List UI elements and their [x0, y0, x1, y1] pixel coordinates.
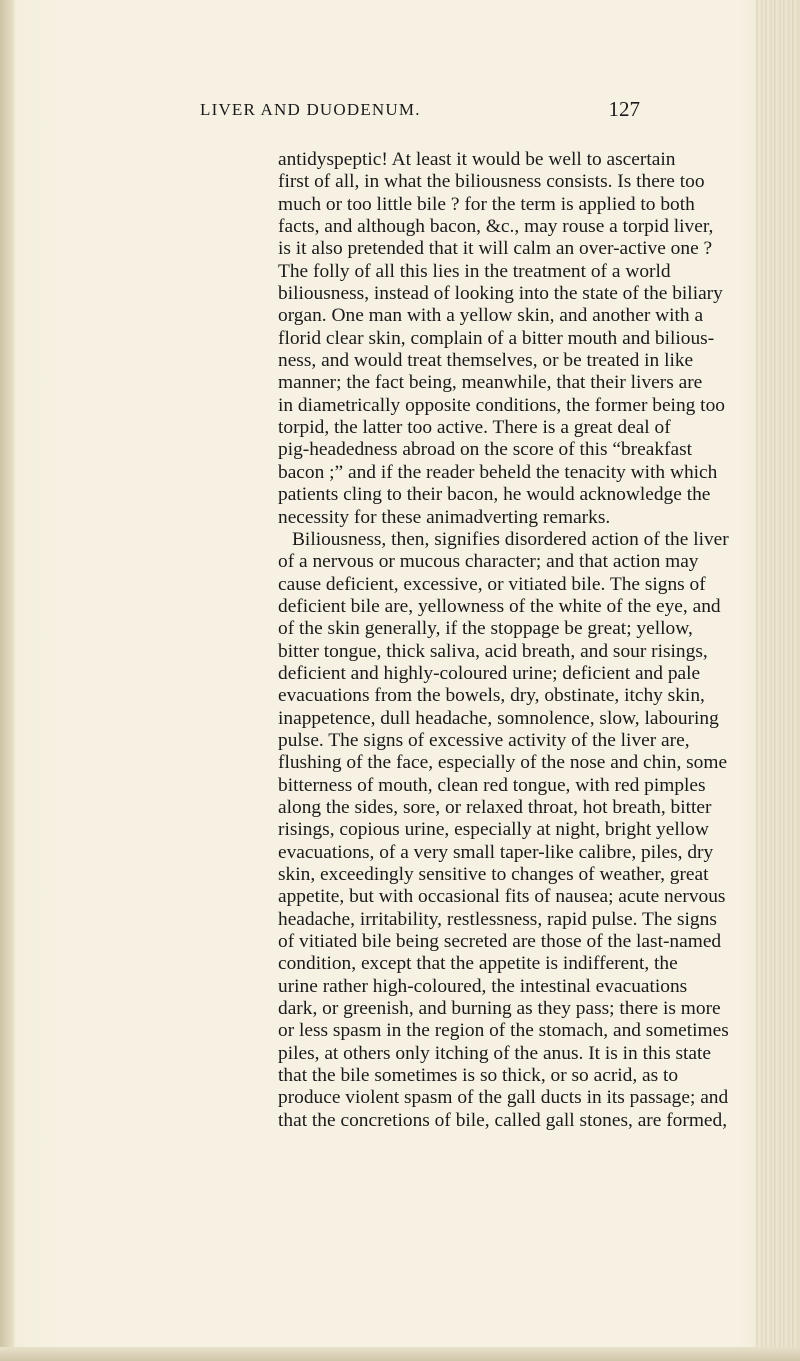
- text-line: ness, and would treat themselves, or be treated in like: [278, 350, 694, 372]
- running-head: [200, 97, 640, 124]
- page-gutter-left: [0, 0, 14, 1361]
- body-text: [278, 149, 729, 1132]
- paragraph-first-line: Biliousness, then, signifies disordered action of the liver: [292, 528, 729, 550]
- text-line: torpid, the latter too active. There is a great deal of: [278, 417, 671, 439]
- text-line: bacon ;” and if the reader beheld the tenacity with which: [278, 461, 718, 483]
- text-line: evacuations from the bowels, dry, obstinate, itchy skin,: [278, 685, 705, 707]
- text-line: that the concretions of bile, called gall stones, are formed,: [278, 1109, 728, 1131]
- text-line: organ. One man with a yellow skin, and another with a: [278, 305, 704, 327]
- text-line: necessity for these animadverting remarks.: [278, 506, 611, 528]
- text-line: evacuations, of a very small taper-like calibre, piles, dry: [278, 841, 714, 863]
- text-line: patients cling to their bacon, he would acknowledge the: [278, 484, 711, 506]
- text-line: in diametrically opposite conditions, the former being too: [278, 394, 725, 416]
- text-line: bitter tongue, thick saliva, acid breath, and sour risings,: [278, 640, 708, 662]
- text-line: deficient and highly-coloured urine; deficient and pale: [278, 662, 701, 684]
- text-line: The folly of all this lies in the treatment of a world: [278, 260, 671, 282]
- text-line: of the skin generally, if the stoppage be great; yellow,: [278, 618, 693, 640]
- text-line: much or too little bile ? for the term is applied to both: [278, 193, 695, 215]
- text-line: manner; the fact being, meanwhile, that their livers are: [278, 372, 703, 394]
- text-line: that the bile sometimes is so thick, or so acrid, as to: [278, 1065, 679, 1087]
- text-line: facts, and although bacon, &c., may rouse a torpid liver,: [278, 216, 714, 238]
- text-line: produce violent spasm of the gall ducts in its passage; and: [278, 1087, 729, 1109]
- running-head-title: LIVER AND DUODENUM.: [200, 100, 421, 119]
- text-line: dark, or greenish, and burning as they pass; there is more: [278, 998, 721, 1020]
- text-line: headache, irritability, restlessness, rapid pulse. The signs: [278, 908, 717, 930]
- text-line: pig-headedness abroad on the score of this “breakfast: [278, 439, 693, 461]
- text-line: condition, except that the appetite is indifferent, the: [278, 953, 678, 975]
- text-line: pulse. The signs of excessive activity of the liver are,: [278, 729, 690, 751]
- text-line: flushing of the face, especially of the nose and chin, some: [278, 752, 728, 774]
- text-line: is it also pretended that it will calm an over-active one ?: [278, 238, 713, 260]
- text-line: antidyspeptic! At least it would be well to ascertain: [278, 149, 676, 170]
- text-line: or less spasm in the region of the stomach, and sometimes: [278, 1020, 729, 1042]
- text-line: biliousness, instead of looking into the state of the biliary: [278, 283, 723, 305]
- text-line: bitterness of mouth, clean red tongue, with red pimples: [278, 774, 706, 796]
- text-line: first of all, in what the biliousness consists. Is there too: [278, 171, 705, 193]
- text-line: florid clear skin, complain of a bitter mouth and bilious-: [278, 327, 715, 349]
- page-number: 127: [608, 97, 640, 121]
- text-line: risings, copious urine, especially at night, bright yellow: [278, 819, 709, 841]
- text-line: along the sides, sore, or relaxed throat, hot breath, bitter: [278, 796, 712, 818]
- page-edge-bottom: [0, 1347, 800, 1361]
- text-line: piles, at others only itching of the anus. It is in this state: [278, 1042, 711, 1064]
- text-line: appetite, but with occasional fits of nausea; acute nervous: [278, 886, 726, 908]
- text-line: cause deficient, excessive, or vitiated bile. The signs of: [278, 573, 706, 595]
- text-line: inappetence, dull headache, somnolence, slow, labouring: [278, 707, 719, 729]
- text-line: urine rather high-coloured, the intestinal evacuations: [278, 975, 688, 997]
- text-line: of vitiated bile being secreted are those of the last-named: [278, 931, 722, 953]
- text-line: skin, exceedingly sensitive to changes of weather, great: [278, 864, 709, 885]
- page-edge-right: [756, 0, 800, 1361]
- text-line: deficient bile are, yellowness of the white of the eye, and: [278, 595, 721, 617]
- text-line: of a nervous or mucous character; and that action may: [278, 551, 699, 573]
